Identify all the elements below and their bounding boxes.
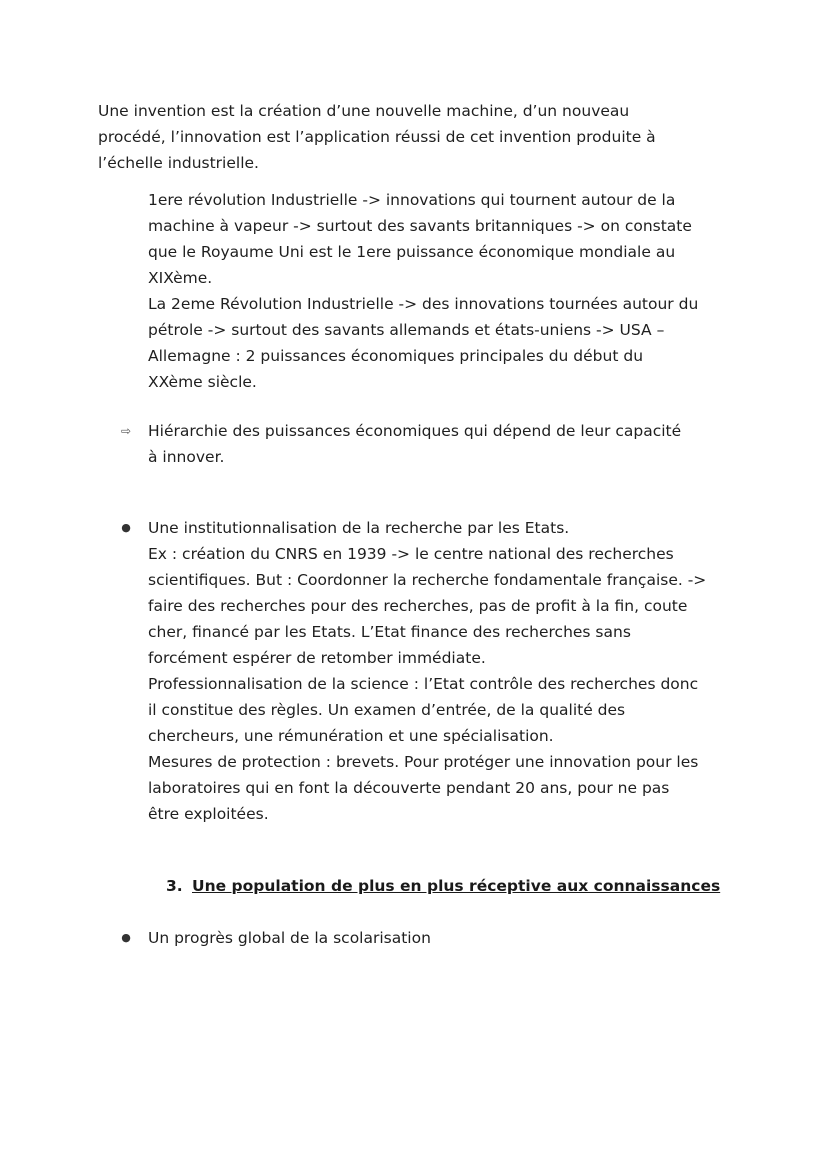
hierarchy-paragraph (148, 418, 748, 470)
revolutions-line: machine à vapeur -> surtout des savants britanniques -> on constate (148, 217, 692, 235)
bullet-icon: ● (121, 521, 131, 534)
institution-line: Une institutionnalisation de la recherche par les Etats. (148, 519, 570, 537)
arrow-bullet-icon: ⇨ (120, 424, 132, 438)
institution-line: cher, financé par les Etats. L’Etat finance des recherches sans (148, 623, 631, 641)
revolutions-line: La 2eme Révolution Industrielle -> des innovations tournées autour du (148, 295, 699, 313)
section-heading (166, 873, 720, 899)
institution-line: Ex : création du CNRS en 1939 -> le centre national des recherches (148, 545, 674, 563)
institution-line: chercheurs, une rémunération et une spécialisation. (148, 727, 554, 745)
revolutions-line: Allemagne : 2 puissances économiques principales du début du (148, 347, 644, 365)
revolutions-line: XIXème. (148, 269, 213, 287)
intro-line: l’échelle industrielle. (98, 154, 259, 172)
intro-line: Une invention est la création d’une nouvelle machine, d’un nouveau (98, 102, 630, 120)
institution-paragraph (148, 515, 748, 827)
institution-line: faire des recherches pour des recherches, pas de profit à la fin, coute (148, 597, 688, 615)
institution-line: Professionnalisation de la science : l’Etat contrôle des recherches donc (148, 675, 699, 693)
revolutions-line: XXème siècle. (148, 373, 257, 391)
hierarchy-line: Hiérarchie des puissances économiques qui dépend de leur capacité (148, 422, 682, 440)
institution-line: Mesures de protection : brevets. Pour protéger une innovation pour les (148, 753, 699, 771)
institution-line: forcément espérer de retomber immédiate. (148, 649, 486, 667)
section-number: 3. (166, 877, 183, 895)
institution-line: être exploitées. (148, 805, 269, 823)
institution-line: il constitue des règles. Un examen d’entrée, de la qualité des (148, 701, 626, 719)
institution-line: laboratoires qui en font la découverte pendant 20 ans, pour ne pas (148, 779, 670, 797)
revolutions-line: que le Royaume Uni est le 1ere puissance économique mondiale au (148, 243, 676, 261)
revolutions-line: pétrole -> surtout des savants allemands et états-uniens -> USA – (148, 321, 665, 339)
hierarchy-line: à innover. (148, 448, 225, 466)
intro-paragraph (98, 98, 738, 176)
intro-line: procédé, l’innovation est l’application réussi de cet invention produite à (98, 128, 656, 146)
revolutions-paragraph (148, 187, 748, 395)
schooling-paragraph (148, 925, 748, 951)
section-title: Une population de plus en plus réceptive aux connaissances (192, 877, 721, 895)
institution-line: scientifiques. But : Coordonner la recherche fondamentale française. -> (148, 571, 707, 589)
revolutions-line: 1ere révolution Industrielle -> innovations qui tournent autour de la (148, 191, 676, 209)
bullet-icon: ● (121, 931, 131, 944)
schooling-line: Un progrès global de la scolarisation (148, 929, 431, 947)
